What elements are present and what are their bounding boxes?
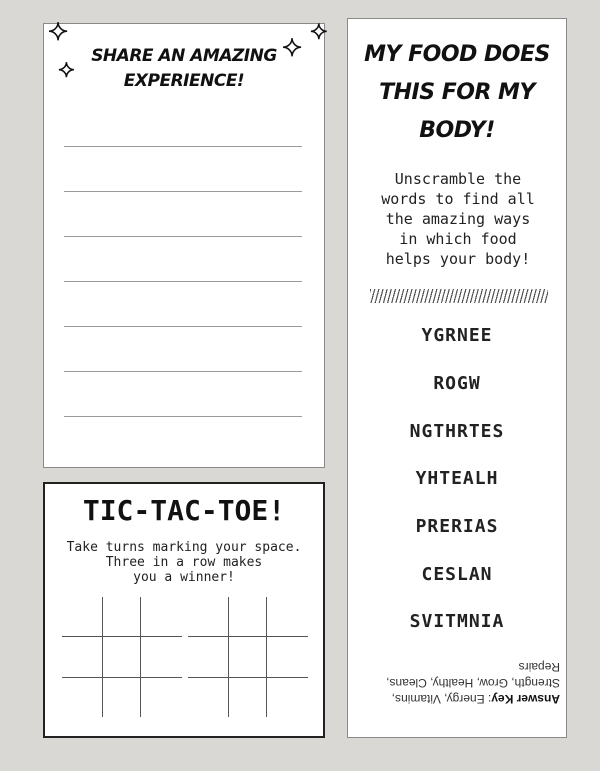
share-title-line-2: EXPERIENCE!	[123, 71, 245, 91]
writing-line	[64, 416, 302, 417]
grid-line	[62, 677, 182, 678]
writing-line	[64, 371, 302, 372]
answer-key-text: : Energy, Vitamins, Strength, Grow, Healthy, Cleans, Repairs	[386, 660, 560, 706]
scrambled-word: SVITMNIA	[409, 611, 505, 632]
star-icon: ✦	[310, 20, 328, 44]
grid-line	[228, 597, 229, 717]
scrambled-word: NGTHRTES	[409, 421, 505, 442]
scrambled-word: PRERIAS	[415, 516, 499, 537]
star-icon: ✦	[58, 58, 75, 82]
scrambled-word: YHTEALH	[415, 468, 499, 489]
tic-tac-toe-instructions: Take turns marking your space. Three in a row makes you a winner!	[66, 540, 302, 585]
tic-tac-toe-grid	[62, 597, 182, 717]
food-title-line-1: MY FOOD DOES	[364, 42, 550, 67]
answer-key	[370, 659, 560, 707]
star-icon: ✦	[48, 18, 69, 46]
food-body-panel	[347, 18, 567, 738]
grid-line	[62, 636, 182, 637]
food-title-line-3: BODY!	[419, 118, 495, 143]
writing-line	[64, 146, 302, 147]
grid-line	[188, 677, 308, 678]
grid-line	[140, 597, 141, 717]
grid-line	[266, 597, 267, 717]
writing-line	[64, 281, 302, 282]
writing-line	[64, 236, 302, 237]
answer-key-label: Answer Key	[491, 692, 560, 706]
unscramble-instructions: Unscramble the words to find all the amazing ways in which food helps your body!	[381, 170, 535, 268]
tic-tac-toe-panel	[43, 482, 325, 738]
scrambled-word: CESLAN	[421, 564, 493, 585]
writing-line	[64, 326, 302, 327]
tic-tac-toe-grid	[188, 597, 308, 717]
share-experience-title	[84, 44, 284, 94]
star-icon: ✦	[282, 34, 303, 62]
scrambled-word: YGRNEE	[421, 325, 493, 346]
food-title-line-2: THIS FOR MY	[379, 80, 535, 105]
hatched-divider	[370, 289, 548, 303]
writing-line	[64, 191, 302, 192]
tic-tac-toe-title: TIC-TAC-TOE!	[82, 494, 286, 527]
share-experience-panel	[43, 18, 328, 468]
grid-line	[102, 597, 103, 717]
share-title-line-1: SHARE AN AMAZING	[91, 46, 277, 66]
food-panel-title	[358, 36, 556, 150]
scrambled-word: ROGW	[433, 373, 481, 394]
grid-line	[188, 636, 308, 637]
